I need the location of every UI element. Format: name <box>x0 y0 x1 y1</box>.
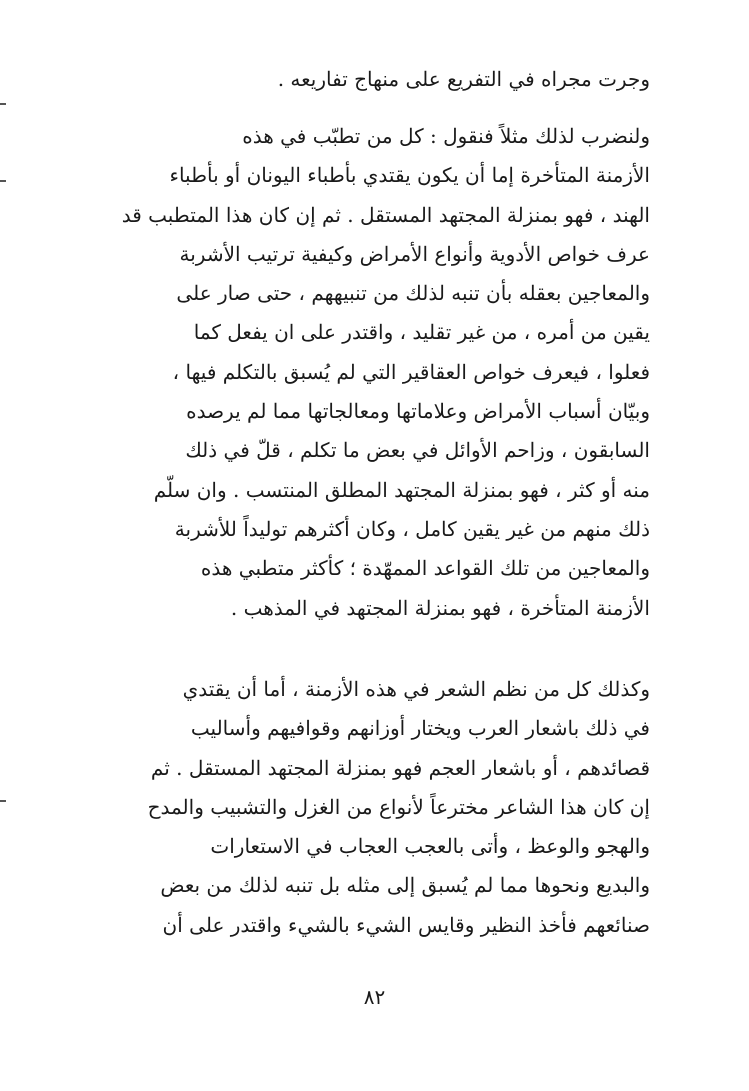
text-line: الهند ، فهو بمنزلة المجتهد المستقل . ثم إن كان هذا المتطبب قد <box>121 202 650 227</box>
text-line: وكذلك كل من نظم الشعر في هذه الأزمنة ، أما أن يقتدي <box>182 677 650 701</box>
page-number: ٨٢ <box>363 985 386 1009</box>
text-line: فعلوا ، فيعرف خواص العقاقير التي لم يُسبق بالتكلم فيها ، <box>172 359 650 384</box>
paragraph-2 <box>95 117 650 628</box>
paragraph-3 <box>95 670 650 945</box>
text-line: منه أو كثر ، فهو بمنزلة المجتهد المطلق المنتسب . وان سلّم <box>153 477 650 502</box>
text-line: ولنضرب لذلك مثلاً فنقول : كل من تطبّب في هذه <box>242 124 650 148</box>
text-line: والمعاجين من تلك القواعد الممهّدة ؛ كأكثر متطبي هذه <box>200 556 650 581</box>
text-line: السابقون ، وزاحم الأوائل في بعض ما تكلم ، قلّ في ذلك <box>185 438 650 463</box>
text-line: وبيّان أسباب الأمراض وعلاماتها ومعالجاتها مما لم يرصده <box>186 399 650 424</box>
text-line: يقين من أمره ، من غير تقليد ، واقتدر على ان يفعل كما <box>193 320 650 345</box>
text-line: إن كان هذا الشاعر مخترعاً لأنواع من الغزل والتشبيب والمدح <box>147 794 650 819</box>
text-line: الأزمنة المتأخرة ، فهو بمنزلة المجتهد في المذهب . <box>230 595 650 620</box>
text-line: عرف خواص الأدوية وأنواع الأمراض وكيفية ترتيب الأشربة <box>179 241 650 266</box>
text-line: والمعاجين بعقله بأن تنبه لذلك من تنبيههم ، حتى صار على <box>176 281 650 306</box>
text-line: في ذلك باشعار العرب ويختار أوزانهم وقوافيهم وأساليب <box>190 716 650 741</box>
margin-mark <box>0 800 6 802</box>
text-line: وجرت مجراه في التفريع على منهاج تفاريعه . <box>277 67 650 91</box>
text-line: قصائدهم ، أو باشعار العجم فهو بمنزلة المجتهد المستقل . ثم <box>150 755 650 780</box>
paragraph-1 <box>95 60 650 99</box>
text-line: والبديع ونحوها مما لم يُسبق إلى مثله بل تنبه لذلك من بعض <box>160 873 650 898</box>
margin-mark <box>0 180 6 182</box>
text-line: والهجو والوعظ ، وأتى بالعجب العجاب في الاستعارات <box>210 834 650 859</box>
margin-mark <box>0 103 6 105</box>
text-line: صنائعهم فأخذ النظير وقايس الشيء بالشيء واقتدر على أن <box>162 912 650 937</box>
text-line: الأزمنة المتأخرة إما أن يكون يقتدي بأطباء اليونان أو بأطباء <box>169 163 650 188</box>
text-line: ذلك منهم من غير يقين كامل ، وكان أكثرهم توليداً للأشربة <box>174 516 650 541</box>
